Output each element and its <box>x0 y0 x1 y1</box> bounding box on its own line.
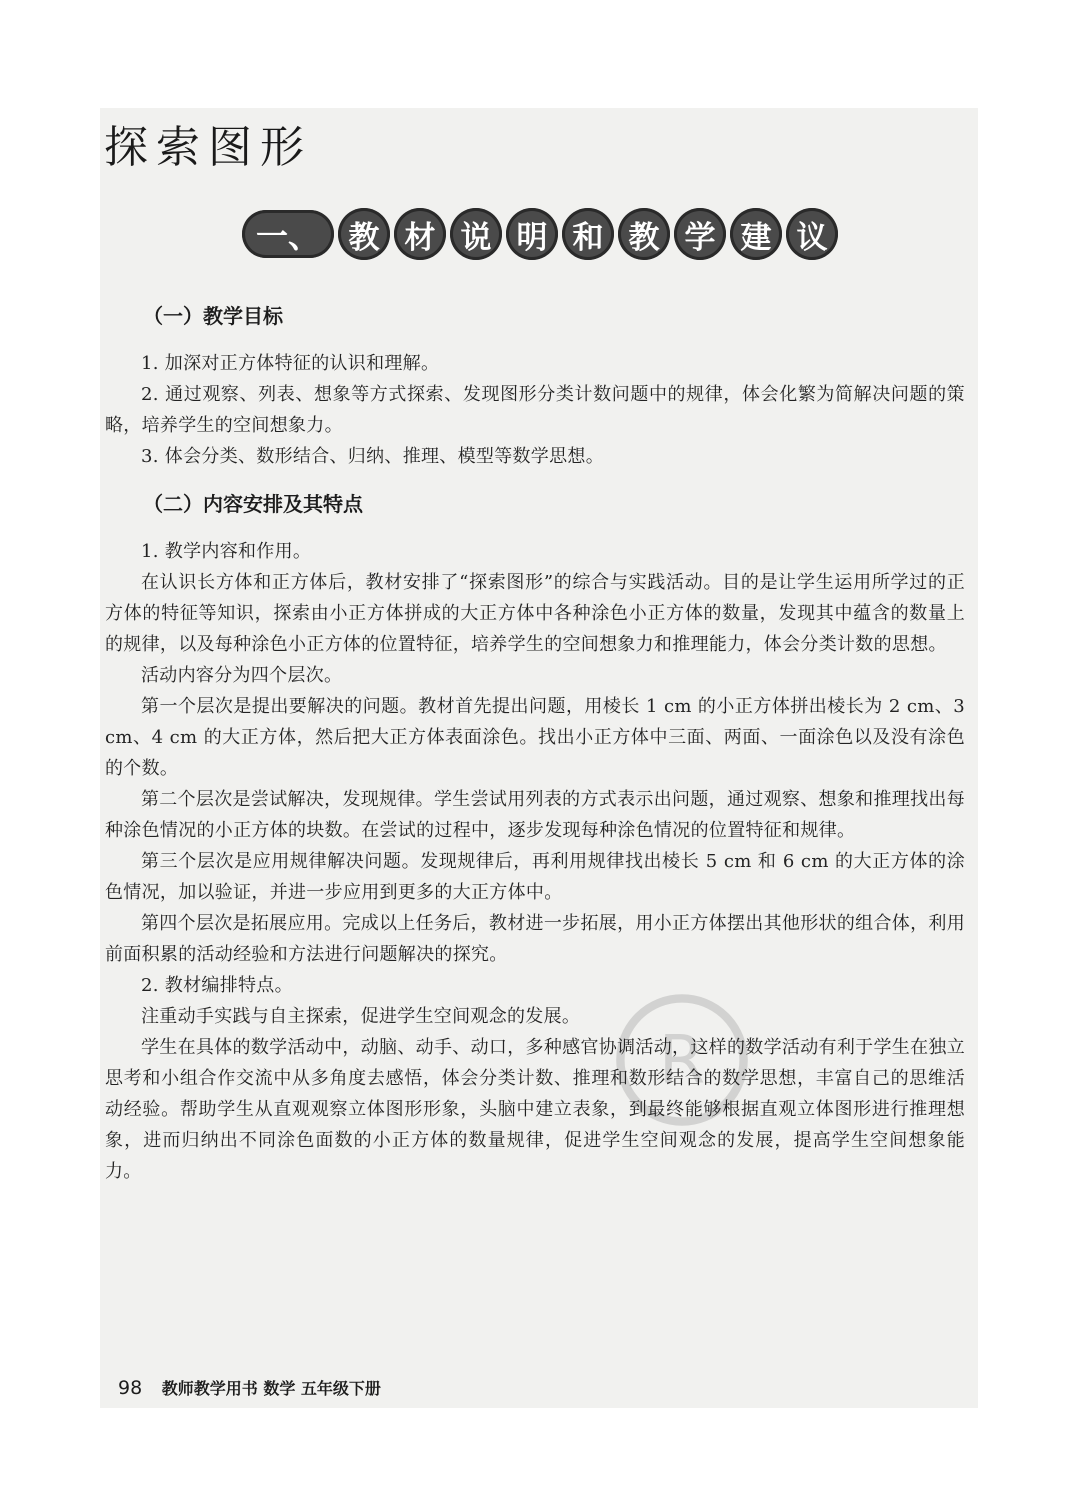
paragraph: 2. 通过观察、列表、想象等方式探索、发现图形分类计数问题中的规律，体会化繁为简解决问题的策略，培养学生的空间想象力。 <box>105 384 965 436</box>
banner-char: 材 <box>394 208 446 260</box>
page-number: 98 <box>118 1377 143 1399</box>
paragraph: 注重动手实践与自主探索，促进学生空间观念的发展。 <box>141 1006 581 1027</box>
section-banner <box>0 204 1080 264</box>
banner-char: 教 <box>618 208 670 260</box>
banner-char: 议 <box>786 208 838 260</box>
paragraph: 学生在具体的数学活动中，动脑、动手、动口，多种感官协调活动，这样的数学活动有利于学生在独立思考和小组合作交流中从多角度去感悟，体会分类计数、推理和数形结合的数学思想，丰富自己的思维活动经验。帮助学生从直观观察立体图形形象，头脑中建立表象，到最终能够根据直观立体图形进行推理想象，进而归纳出不同涂色面数的小正方体的数量规律，促进学生空间观念的发展，提高学生空间想象能力。 <box>105 1037 965 1182</box>
paragraph: 第三个层次是应用规律解决问题。发现规律后，再利用规律找出棱长 5 cm 和 6 cm 的大正方体的涂色情况，加以验证，并进一步应用到更多的大正方体中。 <box>105 851 965 903</box>
paragraph: 活动内容分为四个层次。 <box>141 665 343 686</box>
paragraph: 第四个层次是拓展应用。完成以上任务后，教材进一步拓展，用小正方体摆出其他形状的组合体，利用前面积累的活动经验和方法进行问题解决的探究。 <box>105 913 965 965</box>
banner-number: 一、 <box>242 210 334 258</box>
paragraph: 1. 加深对正方体特征的认识和理解。 <box>141 353 440 374</box>
paragraph: 2. 教材编排特点。 <box>141 975 293 996</box>
banner-char: 学 <box>674 208 726 260</box>
paragraph: 第二个层次是尝试解决，发现规律。学生尝试用列表的方式表示出问题，通过观察、想象和推理找出每种涂色情况的小正方体的块数。在尝试的过程中，逐步发现每种涂色情况的位置特征和规律。 <box>105 789 965 841</box>
banner-row <box>242 208 838 260</box>
banner-char: 教 <box>338 208 390 260</box>
paragraph: 1. 教学内容和作用。 <box>141 541 312 562</box>
page-footer <box>118 1374 381 1403</box>
section-heading-content: （二）内容安排及其特点 <box>143 492 363 516</box>
paragraph: 第一个层次是提出要解决的问题。教材首先提出问题，用棱长 1 cm 的小正方体拼出棱长为 2 cm、3 cm、4 cm 的大正方体，然后把大正方体表面涂色。找出小正方体中三面、两面、一面涂色以及没有涂色的个数。 <box>105 696 965 779</box>
book-title: 教师教学用书 数学 五年级下册 <box>161 1379 381 1398</box>
chapter-title: 探索图形 <box>104 122 312 173</box>
section-heading-objectives: （一）教学目标 <box>143 304 283 328</box>
main-content <box>105 296 965 1187</box>
banner-char: 明 <box>506 208 558 260</box>
banner-char: 建 <box>730 208 782 260</box>
paragraph: 在认识长方体和正方体后，教材安排了“探索图形”的综合与实践活动。目的是让学生运用所学过的正方体的特征等知识，探索由小正方体拼成的大正方体中各种涂色小正方体的数量，发现其中蕴含的数量上的规律，以及每种涂色小正方体的位置特征，培养学生的空间想象力和推理能力，体会分类计数的思想。 <box>105 572 965 655</box>
banner-char: 和 <box>562 208 614 260</box>
paragraph: 3. 体会分类、数形结合、归纳、推理、模型等数学思想。 <box>141 446 604 467</box>
svg-text:R: R <box>658 1020 706 1099</box>
banner-char: 说 <box>450 208 502 260</box>
